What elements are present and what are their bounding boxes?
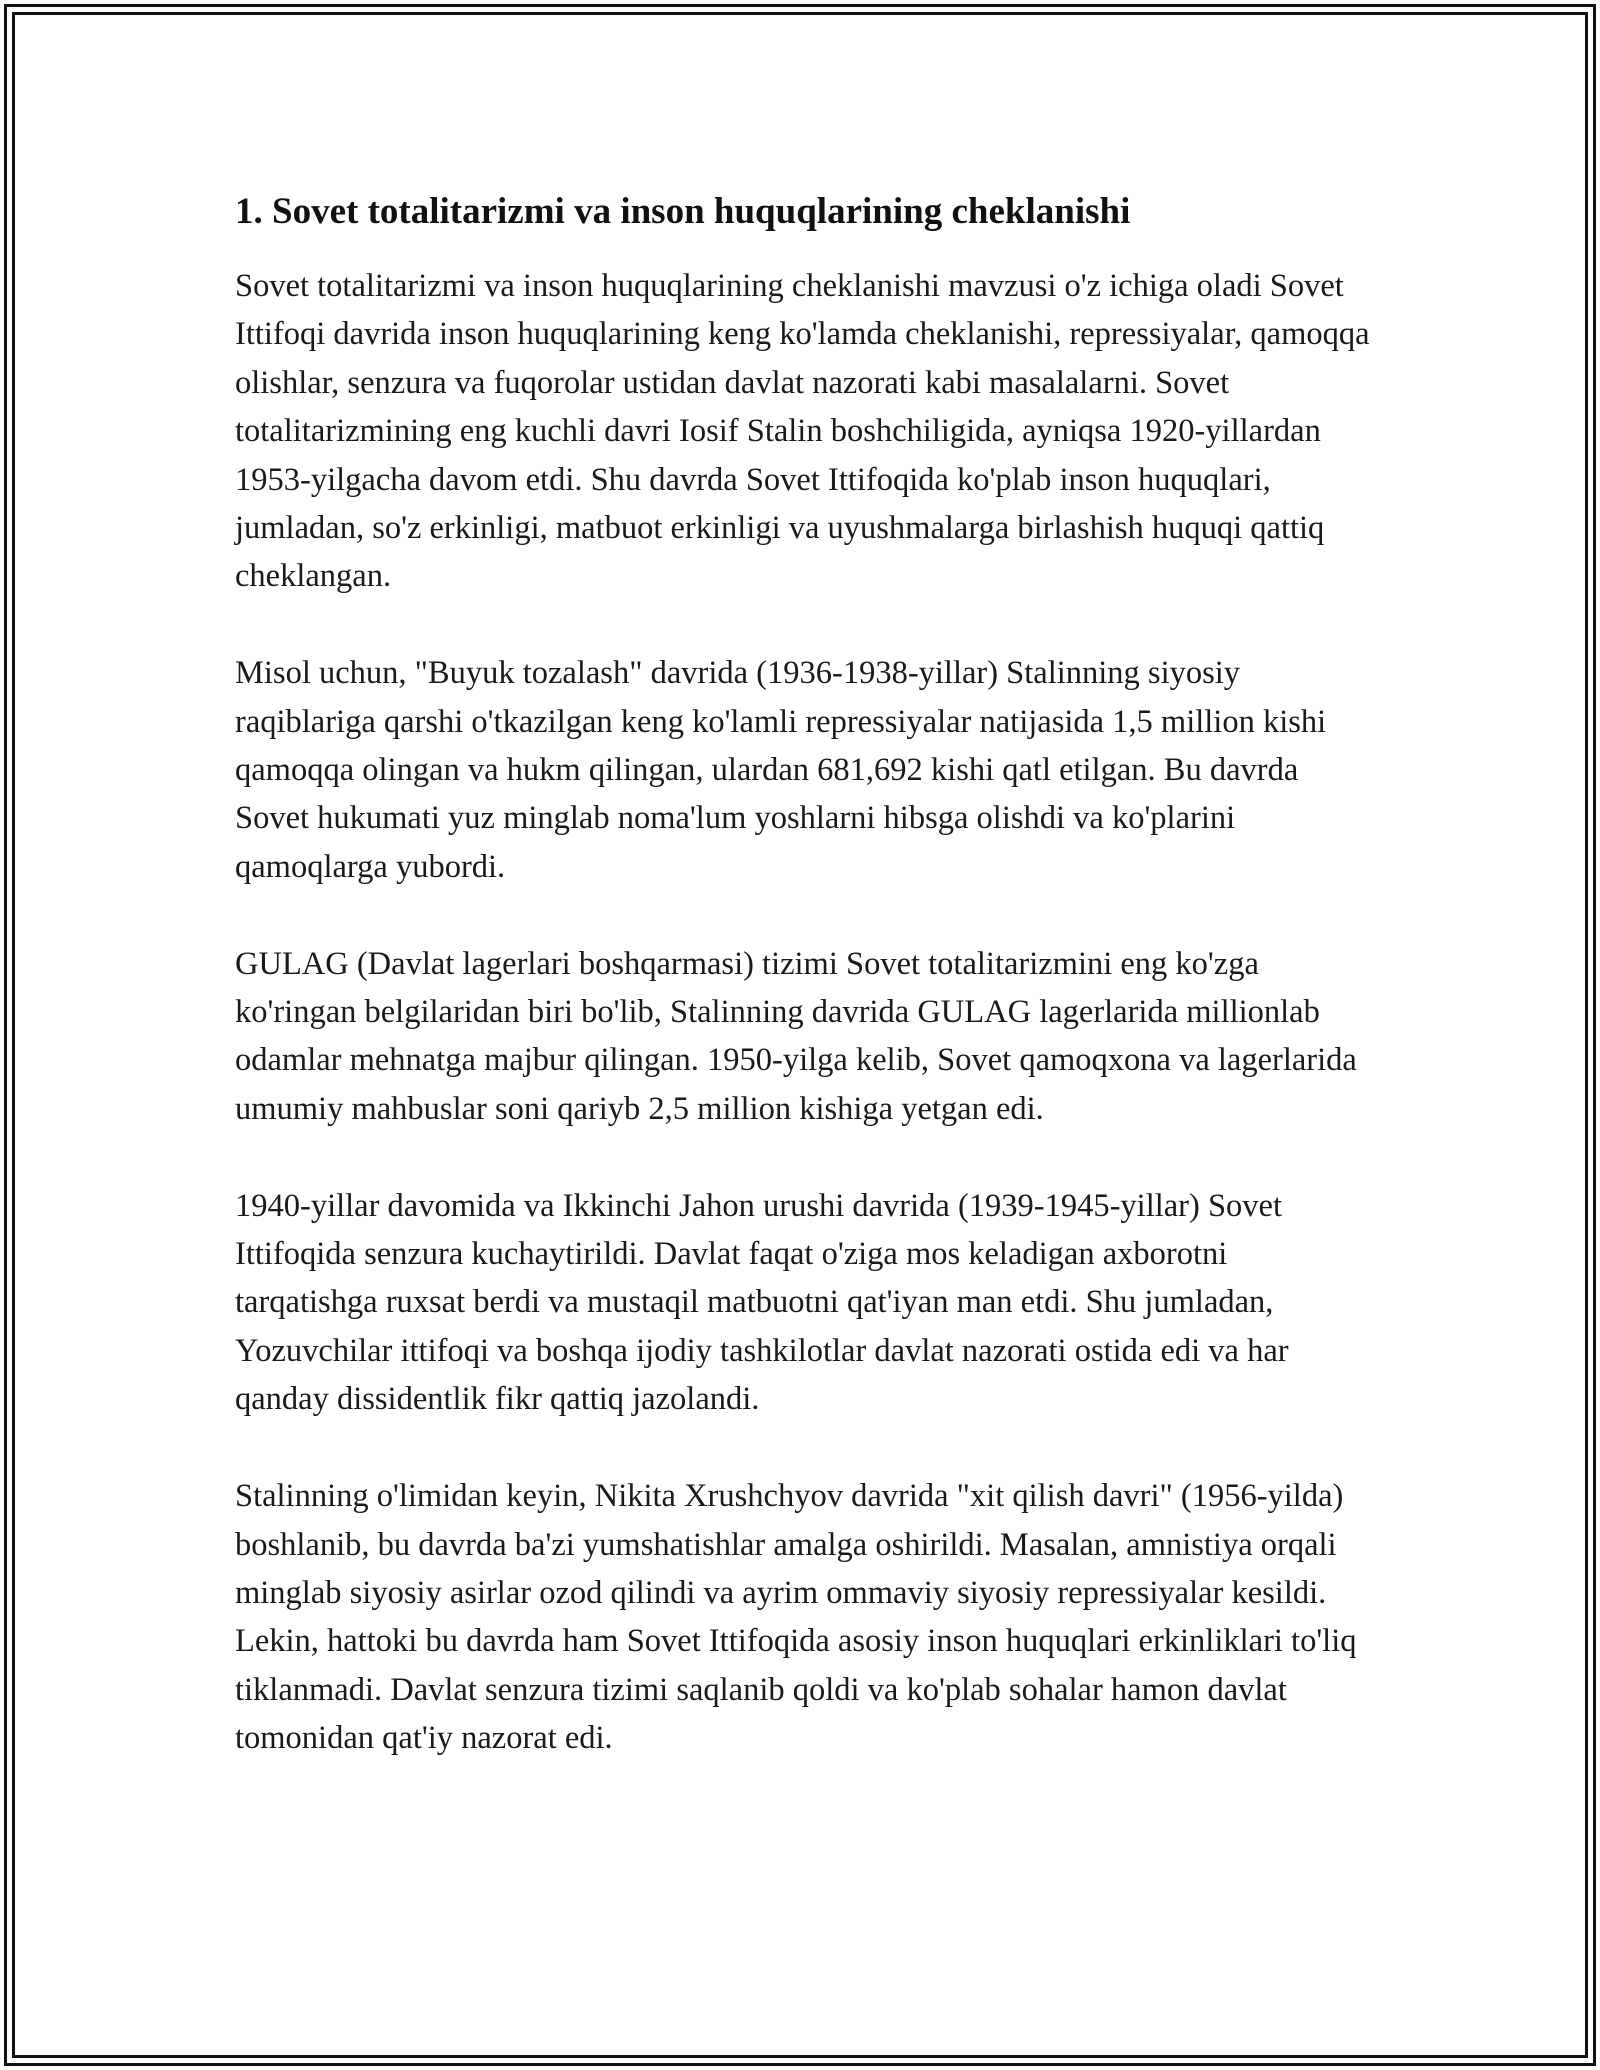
- paragraph-great-purge: Misol uchun, "Buyuk tozalash" davrida (1936-1938-yillar) Stalinning siyosiy raqiblariga qarshi o'tkazilgan keng ko'lamli repressiyalar natijasida 1,5 million kishi qamoqqa olingan va hukm qilingan, ulardan 681,692 kishi qatl etilgan. Bu davrda Sovet hukumati yuz minglab noma'lum yoshlarni hibsga olishdi va ko'plarini qamoqlarga yubordi.: [235, 655, 1327, 885]
- paragraph-intro: Sovet totalitarizmi va inson huquqlarining cheklanishi mavzusi o'z ichiga oladi Sovet Ittifoqi davrida inson huquqlarining keng ko'lamda cheklanishi, repressiyalar, qamoqqa olishlar, senzura va fuqorolar ustidan davlat nazorati kabi masalalarni. Sovet totalitarizmining eng kuchli davri Iosif Stalin boshchiligida, ayniqsa 1920-yillardan 1953-yilgacha davom etdi. Shu davrda Sovet Ittifoqida ko'plab inson huquqlari, jumladan, so'z erkinligi, matbuot erkinligi va uyushmalarga birlashish huquqi qattiq cheklangan.: [235, 268, 1370, 595]
- document-body: [235, 186, 1375, 1811]
- paragraph-gulag: GULAG (Davlat lagerlari boshqarmasi) tizimi Sovet totalitarizmini eng ko'zga ko'ringan belgilaridan biri bo'lib, Stalinning davrida GULAG lagerlarida millionlab odamlar mehnatga majbur qilingan. 1950-yilga kelib, Sovet qamoqxona va lagerlarida umumiy mahbuslar soni qariyb 2,5 million kishiga yetgan edi.: [235, 945, 1357, 1127]
- paragraph-khrushchev-thaw: Stalinning o'limidan keyin, Nikita Xrushchyov davrida "xit qilish davri" (1956-yilda) boshlanib, bu davrda ba'zi yumshatishlar amalga oshirildi. Masalan, amnistiya orqali minglab siyosiy asirlar ozod qilindi va ayrim ommaviy siyosiy repressiyalar kesildi. Lekin, hattoki bu davrda ham Sovet Ittifoqida asosiy inson huquqlari erkinliklari to'liq tiklanmadi. Davlat senzura tizimi saqlanib qoldi va ko'plab sohalar hamon davlat tomonidan qat'iy nazorat edi.: [235, 1478, 1357, 1757]
- paragraph-censorship: 1940-yillar davomida va Ikkinchi Jahon urushi davrida (1939-1945-yillar) Sovet Ittifoqida senzura kuchaytirildi. Davlat faqat o'ziga mos keladigan axborotni tarqatishga ruxsat berdi va mustaqil matbuotni qat'iyan man etdi. Shu jumladan, Yozuvchilar ittifoqi va boshqa ijodiy tashkilotlar davlat nazorati ostida edi va har qanday dissidentlik fikr qattiq jazolandi.: [235, 1187, 1289, 1418]
- section-heading: 1. Sovet totalitarizmi va inson huquqlarining cheklanishi: [235, 191, 1131, 232]
